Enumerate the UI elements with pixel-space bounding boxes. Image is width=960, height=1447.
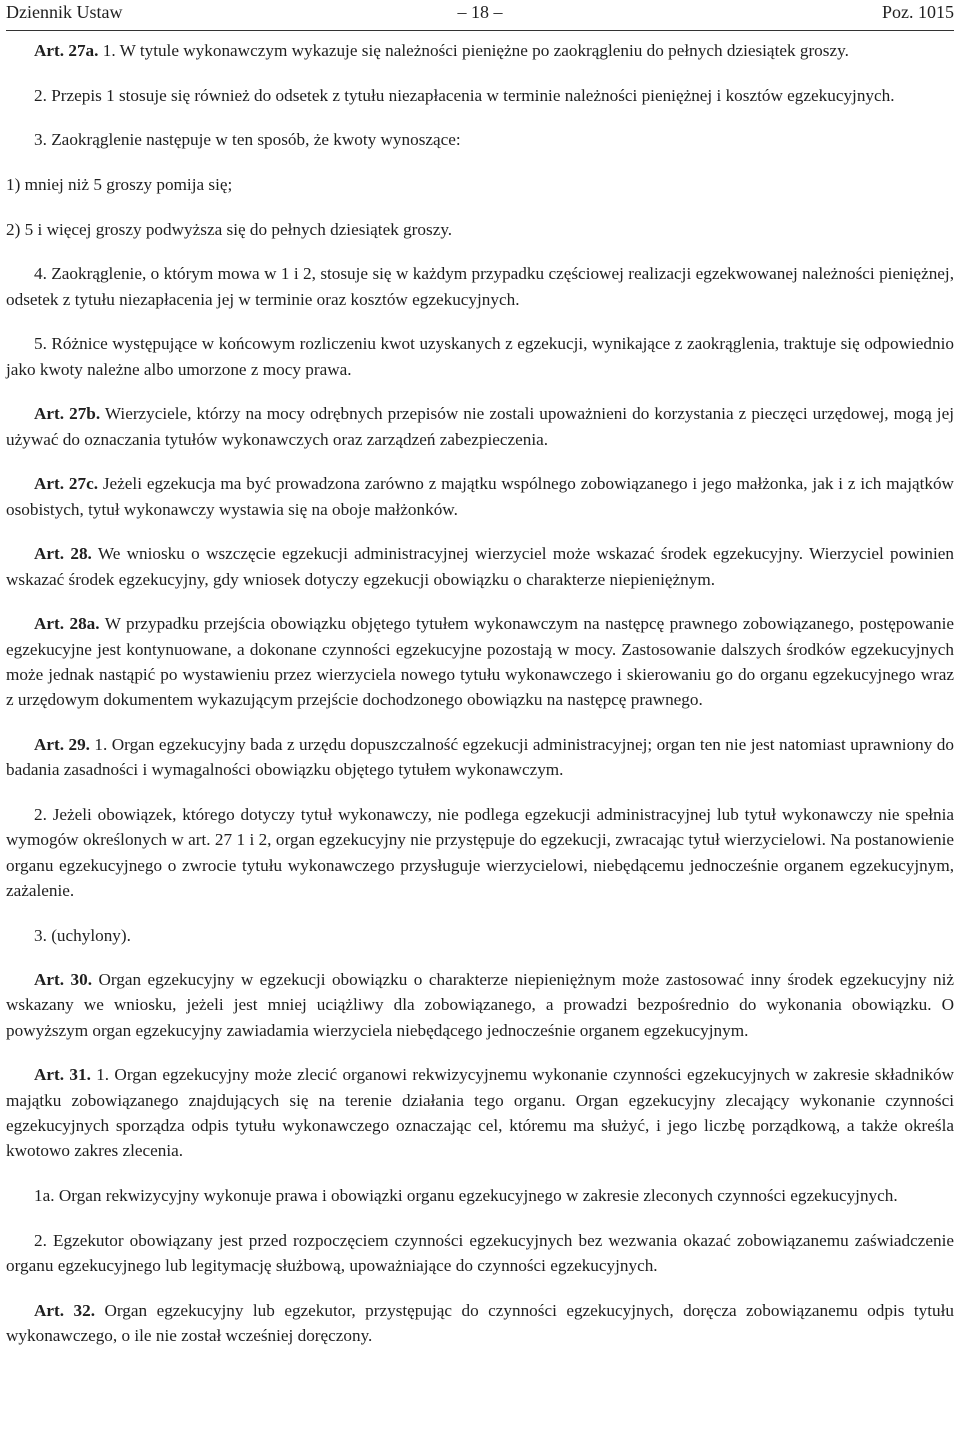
paragraph-art-27a-4 bbox=[6, 261, 954, 312]
list-item-1 bbox=[6, 172, 954, 197]
paragraph-text: 1a. Organ rekwizycyjny wykonuje prawa i obowiązki organu egzekucyjnego w zakresie zleconych czynności egzekucyjnych. bbox=[34, 1186, 898, 1206]
list-item-2 bbox=[6, 217, 954, 242]
paragraph-text: 2. Egzekutor obowiązany jest przed rozpoczęciem czynności egzekucyjnych bez wezwania okazać zobowiązanemu zaświadczenie organu egzekucyjnego lub legitymację służbową, upoważniające do czynności egzekucyjnych. bbox=[6, 1230, 954, 1276]
paragraph-art-28 bbox=[6, 541, 954, 592]
paragraph-art-27a-1 bbox=[6, 38, 954, 63]
paragraph-text: 1) mniej niż 5 groszy pomija się; bbox=[6, 175, 233, 195]
article-label: Art. 27a. bbox=[34, 41, 99, 60]
paragraph-text: 3. (uchylony). bbox=[34, 925, 131, 945]
article-label: Art. 29. bbox=[34, 734, 90, 754]
paragraph-text: 4. Zaokrąglenie, o którym mowa w 1 i 2, stosuje się w każdym przypadku częściowej realizacji egzekwowanej należności pieniężnej, odsetek z tytułu niezapłacenia jej w terminie oraz kosztów egzekucyjnych. bbox=[6, 264, 954, 309]
journal-name: Dziennik Ustaw bbox=[6, 2, 123, 22]
article-label: Art. 27b. bbox=[34, 404, 101, 424]
article-label: Art. 31. bbox=[34, 1065, 91, 1085]
paragraph-art-31-1a bbox=[6, 1183, 954, 1208]
paragraph-art-27c bbox=[6, 471, 954, 522]
article-label: Art. 30. bbox=[34, 970, 92, 990]
paragraph-art-29-2 bbox=[6, 802, 954, 903]
paragraph-text: Organ egzekucyjny w egzekucji obowiązku o charakterze niepieniężnym może zastosować inny środek egzekucyjny niż wskazany we wniosku, jeżeli jest mniej uciążliwy dla zobowiązanego, a prowadzi bezpośrednio do wykonania obowiązku. O powyższym organ egzekucyjny zawiadamia wierzyciela niebędącego jednocześnie organem egzekucyjnym. bbox=[6, 970, 955, 1040]
article-label: Art. 32. bbox=[34, 1300, 96, 1320]
article-label: Art. 28a. bbox=[34, 614, 100, 634]
article-label: Art. 27c. bbox=[34, 474, 99, 494]
paragraph-text: 2. Przepis 1 stosuje się również do odsetek z tytułu niezapłacenia w terminie należności pieniężnej i kosztów egzekucyjnych. bbox=[34, 85, 895, 105]
paragraph-text: Wierzyciele, którzy na mocy odrębnych przepisów nie zostali upoważnieni do korzystania z pieczęci urzędowej, mogą jej używać do oznaczania tytułów wykonawczych oraz zarządzeń zabezpieczenia. bbox=[6, 404, 954, 449]
page-number: – 18 – bbox=[457, 2, 503, 22]
paragraph-text: 3. Zaokrąglenie następuje w ten sposób, że kwoty wynoszące: bbox=[34, 130, 461, 150]
paragraph-art-27a-2 bbox=[6, 83, 954, 108]
paragraph-art-31-1 bbox=[6, 1062, 954, 1163]
page-header bbox=[6, 0, 954, 31]
paragraph-text: 5. Różnice występujące w końcowym rozliczeniu kwot uzyskanych z egzekucji, wynikające z zaokrąglenia, traktuje się odpowiednio jako kwoty należne albo umorzone z mocy prawa. bbox=[6, 334, 954, 379]
paragraph-text: 1. Organ egzekucyjny może zlecić organowi rekwizycyjnemu wykonanie czynności egzekucyjnych w zakresie składników majątku zobowiązanego znajdujących się na terenie działania tego organu. Organ egzekucyjny zlecający wykonanie czynności egzekucyjnych sporządza odpis tytułu wykonawczego oznaczając cel, któremu ma służyć, i jego liczbę porządkową, a także określa kwotowo zakres zlecenia. bbox=[6, 1065, 955, 1161]
paragraph-art-27b bbox=[6, 401, 954, 452]
paragraph-text: 2. Jeżeli obowiązek, którego dotyczy tytuł wykonawczy, nie podlega egzekucji administracyjnej lub tytuł wykonawczy nie spełnia wymogów określonych w art. 27 1 i 2, organ egzekucyjny nie przystępuje do egzekucji, zwracając tytuł wierzycielowi. Na postanowienie organu egzekucyjnego o zwrocie tytułu wykonawczego przysługuje wierzycielowi, niebędącemu jednocześnie organem egzekucyjnym, zażalenie. bbox=[6, 804, 954, 900]
paragraph-art-27a-3 bbox=[6, 127, 954, 152]
paragraph-text: W przypadku przejścia obowiązku objętego tytułem wykonawczym na następcę prawnego zobowiązanego, postępowanie egzekucyjne jest kontynuowane, a dokonane czynności egzekucyjne pozostają w mocy. Zastosowanie dalszych środków egzekucyjnych może jednak nastąpić po wystawieniu przez wierzyciela nowego tytułu wykonawczego i skierowaniu go do organu egzekucyjnego wraz z urzędowym dokumentem wykazującym przejście dochodzonego obowiązku na następcę prawnego. bbox=[6, 614, 954, 710]
paragraph-text: 1. W tytule wykonawczym wykazuje się należności pieniężne po zaokrągleniu do pełnych dziesiątek groszy. bbox=[98, 41, 849, 60]
position-number: Poz. 1015 bbox=[882, 2, 954, 22]
paragraph-art-28a bbox=[6, 611, 954, 712]
paragraph-text: Jeżeli egzekucja ma być prowadzona zarówno z majątku wspólnego zobowiązanego i jego małżonka, jak i z ich majątków osobistych, tytuł wykonawczy wystawia się na oboje małżonków. bbox=[6, 474, 954, 519]
paragraph-art-29-1 bbox=[6, 732, 954, 783]
paragraph-text: 2) 5 i więcej groszy podwyższa się do pełnych dziesiątek groszy. bbox=[6, 219, 453, 239]
paragraph-text: We wniosku o wszczęcie egzekucji administracyjnej wierzyciel może wskazać środek egzekucyjny. Wierzyciel powinien wskazać środek egzekucyjny, gdy wniosek dotyczy egzekucji obowiązku o charakterze niepieniężnym. bbox=[6, 544, 955, 589]
document-body bbox=[6, 38, 954, 1368]
article-label: Art. 28. bbox=[34, 544, 92, 564]
paragraph-art-29-3 bbox=[6, 923, 954, 948]
paragraph-text: Organ egzekucyjny lub egzekutor, przystępując do czynności egzekucyjnych, doręcza zobowiązanemu odpis tytułu wykonawczego, o ile nie został wcześniej doręczony. bbox=[6, 1300, 954, 1346]
paragraph-text: 1. Organ egzekucyjny bada z urzędu dopuszczalność egzekucji administracyjnej; organ ten nie jest natomiast uprawniony do badania zasadności i wymagalności obowiązku objętego tytułem wykonawczym. bbox=[6, 734, 954, 780]
paragraph-art-31-2 bbox=[6, 1228, 954, 1279]
paragraph-art-32 bbox=[6, 1298, 954, 1349]
paragraph-art-30 bbox=[6, 967, 954, 1043]
paragraph-art-27a-5 bbox=[6, 331, 954, 382]
